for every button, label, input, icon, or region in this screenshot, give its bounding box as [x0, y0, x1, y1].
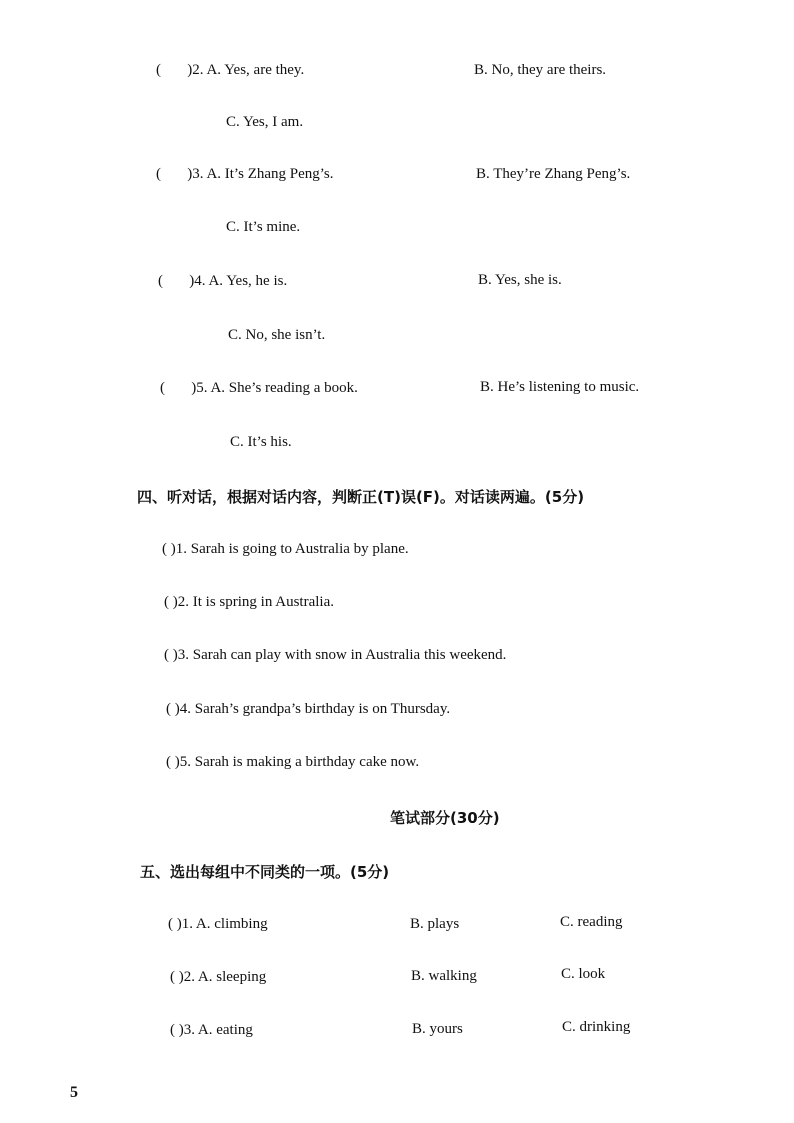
q5-option-b: B. He’s listening to music.	[480, 379, 640, 395]
q5-option-a: A. She’s reading a book.	[210, 380, 358, 396]
q4-number: 4.	[194, 273, 206, 289]
section4-heading: 四、听对话，根据对话内容，判断正(T)误(F)。对话读两遍。(5分)	[137, 488, 585, 506]
q5-stem	[160, 380, 358, 397]
q2-stem	[156, 62, 304, 79]
s5-row-3-q: ( )3. A. eating	[170, 1022, 253, 1038]
s5-row-1-c: C. reading	[560, 914, 623, 930]
q2-option-c: C. Yes, I am.	[226, 114, 304, 130]
s5-row-1-q: ( )1. A. climbing	[168, 916, 268, 932]
q5-number: 5.	[196, 380, 208, 396]
s5-row-3-b: B. yours	[412, 1021, 463, 1037]
page-number: 5	[70, 1084, 78, 1101]
s4-item-3: ( )3. Sarah can play with snow in Australia this weekend.	[164, 647, 507, 663]
q3-option-b: B. They’re Zhang Peng’s.	[476, 166, 631, 182]
answer-blank[interactable]: ( )	[156, 166, 193, 182]
answer-blank[interactable]: ( )	[160, 380, 197, 396]
q3-option-c: C. It’s mine.	[226, 219, 301, 235]
q3-option-a: A. It’s Zhang Peng’s.	[206, 166, 334, 182]
s5-row-2-c: C. look	[561, 966, 606, 982]
section5-heading: 五、选出每组中不同类的一项。(5分)	[140, 863, 390, 881]
s4-item-2: ( )2. It is spring in Australia.	[164, 594, 334, 610]
q4-option-a: A. Yes, he is.	[208, 273, 288, 289]
answer-blank[interactable]: ( )	[158, 273, 195, 289]
q4-option-c: C. No, she isn’t.	[228, 327, 326, 343]
s4-item-4: ( )4. Sarah’s grandpa’s birthday is on Thursday.	[166, 701, 451, 717]
s5-row-1-b: B. plays	[410, 916, 460, 932]
q3-stem	[156, 166, 334, 183]
s5-row-2-q: ( )2. A. sleeping	[170, 969, 267, 985]
q5-option-c: C. It’s his.	[230, 434, 292, 450]
q2-option-b: B. No, they are theirs.	[474, 62, 607, 78]
s4-item-5: ( )5. Sarah is making a birthday cake now.	[166, 754, 420, 770]
s5-row-2-b: B. walking	[411, 968, 477, 984]
q3-number: 3.	[192, 166, 204, 182]
s4-item-1: ( )1. Sarah is going to Australia by plane.	[162, 541, 409, 557]
written-part-title: 笔试部分(30分)	[390, 809, 500, 827]
q4-stem	[158, 273, 287, 290]
q2-option-a: A. Yes, are they.	[206, 62, 305, 78]
answer-blank[interactable]: ( )	[156, 62, 193, 78]
s5-row-3-c: C. drinking	[562, 1019, 631, 1035]
q2-number: 2.	[192, 62, 204, 78]
q4-option-b: B. Yes, she is.	[478, 272, 562, 288]
